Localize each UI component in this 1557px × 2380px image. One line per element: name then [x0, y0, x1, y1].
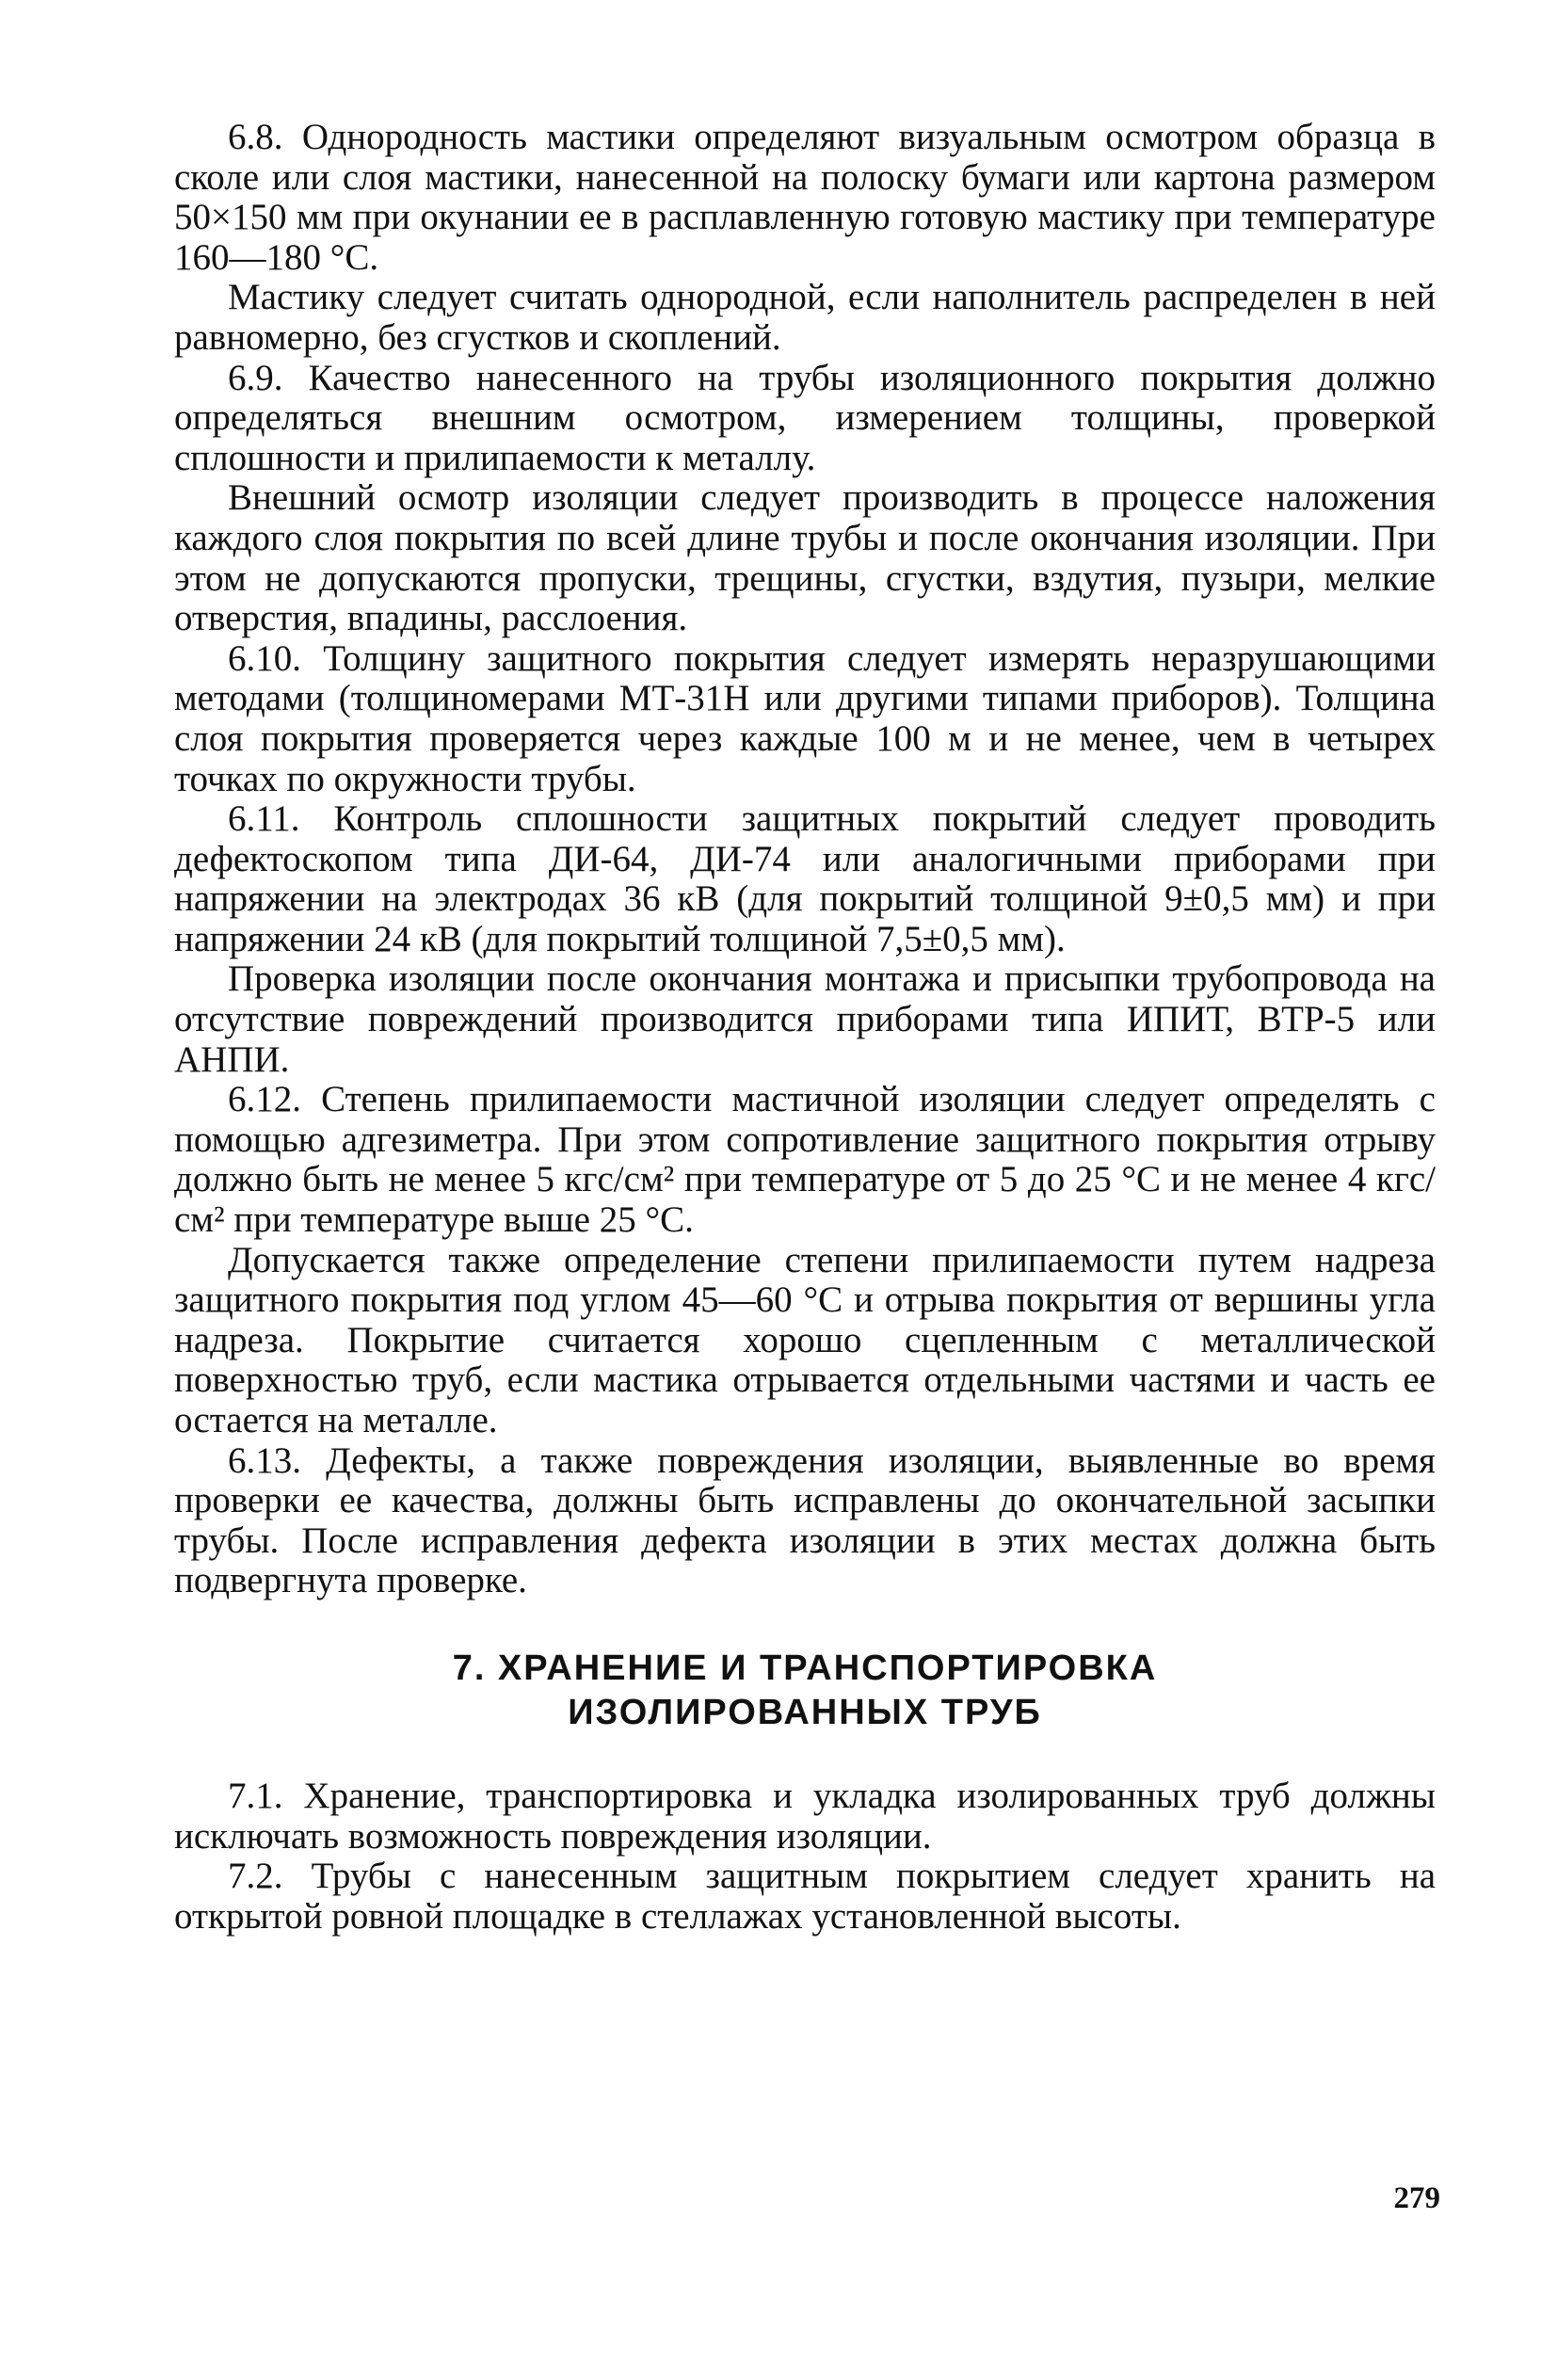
section-heading-line-1: 7. ХРАНЕНИЕ И ТРАНСПОРТИРОВКА: [452, 1648, 1158, 1688]
paragraph-6-11-continued: Проверка изоляции после окончания монтажа и присыпки трубопровода на отсутствие повреждений производится приборами типа ИПИТ, ВТР-5 или АНПИ.: [174, 958, 1436, 1080]
paragraph-6-9: 6.9. Качество нанесенного на трубы изоляционного покрытия должно определяться внешним осмотром, измерением толщины, проверкой сплошности и прилипаемости к металлу.: [174, 357, 1436, 478]
page-number: 279: [1393, 2181, 1440, 2215]
paragraph-6-12: 6.12. Степень прилипаемости мастичной изоляции следует определять с помощью адгезиметра. При этом сопротивление защитного покрытия отрыву должно быть не менее 5 кгс/см² при температуре от 5 до 25 °С и не менее 4 кгс/см² при температуре выше 25 °С.: [174, 1079, 1436, 1241]
paragraph-6-11: 6.11. Контроль сплошности защитных покрытий следует проводить дефектоскопом типа ДИ-64, ДИ-74 или аналогичными приборами при напряжении на электродах 36 кВ (для покрытий толщиной 9±0,5 мм) и при напряжении 24 кВ (для покрытий толщиной 7,5±0,5 мм).: [174, 798, 1436, 959]
paragraph-7-2: 7.2. Трубы с нанесенным защитным покрытием следует хранить на открытой ровной площадке в стеллажах установленной высоты.: [174, 1856, 1436, 1937]
section-heading-line-2: ИЗОЛИРОВАННЫХ ТРУБ: [568, 1692, 1042, 1732]
section-heading: [174, 1647, 1436, 1735]
paragraph-6-13: 6.13. Дефекты, а также повреждения изоляции, выявленные во время проверки ее качества, должны быть исправлены до окончательной засыпки трубы. После исправления дефекта изоляции в этих местах должна быть подвергнута проверке.: [174, 1439, 1436, 1601]
paragraph-6-8-continued: Мастику следует считать однородной, если наполнитель распределен в ней равномерно, без сгустков и скоплений.: [174, 277, 1436, 358]
page-content: [174, 118, 1436, 1937]
paragraph-6-10: 6.10. Толщину защитного покрытия следует измерять неразрушающими методами (толщиномерами МТ-31Н или другими типами приборов). Толщина слоя покрытия проверяется через каждые 100 м и не менее, чем в четырех точках по окружности трубы.: [174, 637, 1436, 799]
paragraph-7-1: 7.1. Хранение, транспортировка и укладка изолированных труб должны исключать возможность повреждения изоляции.: [174, 1775, 1436, 1857]
paragraph-6-8: 6.8. Однородность мастики определяют визуальным осмотром образца в сколе или слоя мастики, нанесенной на полоску бумаги или картона размером 50×150 мм при окунании ее в расплавленную готовую мастику при температуре 160—180 °С.: [174, 117, 1436, 278]
paragraph-6-12-continued: Допускается также определение степени прилипаемости путем надреза защитного покрытия под углом 45—60 °С и отрыва покрытия от вершины угла надреза. Покрытие считается хорошо сцепленным с металлической поверхностью труб, если мастика отрывается отдельными частями и часть ее остается на металле.: [174, 1239, 1436, 1440]
paragraph-6-9-continued: Внешний осмотр изоляции следует производить в процессе наложения каждого слоя покрытия по всей длине трубы и после окончания изоляции. При этом не допускаются пропуски, трещины, сгустки, вздутия, пузыри, мелкие отверстия, впадины, расслоения.: [174, 477, 1436, 639]
